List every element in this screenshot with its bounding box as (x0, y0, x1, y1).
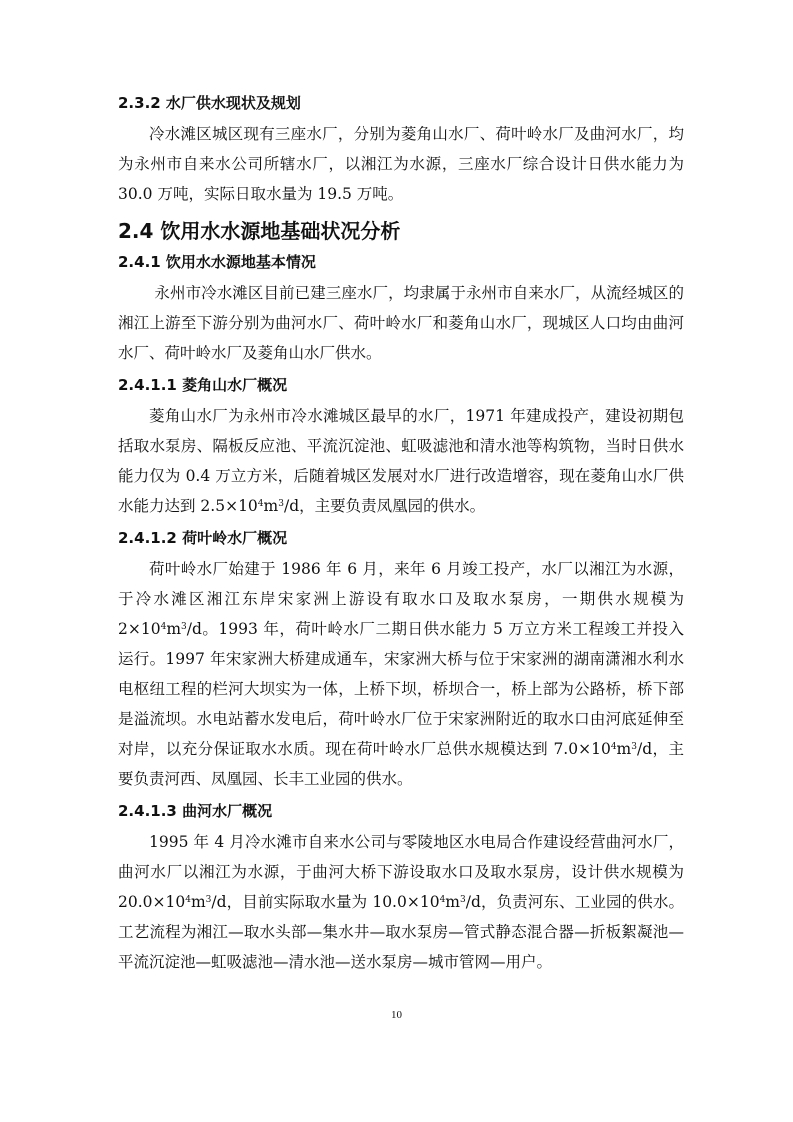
page-number: 10 (391, 1009, 402, 1021)
heading-2-3-2: 2.3.2 水厂供水现状及规划 (118, 94, 301, 112)
paragraph-water-source-basics: 永州市冷水滩区目前已建三座水厂，均隶属于永州市自来水厂，从流经城区的湘江上游至下游分别为曲河水厂、荷叶岭水厂和菱角山水厂，现城区人口均由曲河水厂、荷叶岭水厂及菱角山水厂供水。 (118, 284, 684, 362)
heading-2-4-1-2: 2.4.1.2 荷叶岭水厂概况 (118, 529, 288, 547)
heading-2-4-1: 2.4.1 饮用水水源地基本情况 (118, 253, 316, 271)
page-content (118, 92, 684, 981)
heading-2-4-1-3: 2.4.1.3 曲河水厂概况 (118, 802, 273, 820)
heading-2-4-1-1: 2.4.1.1 菱角山水厂概况 (118, 376, 288, 394)
paragraph-water-plant-status: 冷水滩区城区现有三座水厂，分别为菱角山水厂、荷叶岭水厂及曲河水厂，均为永州市自来水公司所辖水厂，以湘江为水源，三座水厂综合设计日供水能力为 30.0 万吨，实际日取水量为 19.5 万吨。 (118, 125, 684, 203)
paragraph-heyeling-plant: 荷叶岭水厂始建于 1986 年 6 月，来年 6 月竣工投产，水厂以湘江为水源，于冷水滩区湘江东岸宋家洲上游设有取水口及取水泵房，一期供水规模为 $2\times 10^4m^3/d$。1993 年，荷叶岭水厂二期日供水能力 5 万立方米工程竣工并投入运行。1997 年宋家洲大桥建成通车，宋家洲大桥与位于宋家洲的湖南潇湘水利水电枢纽工程的栏河大坝实为一体，上桥下坝，桥坝合一，桥上部为公路桥，桥下部是溢流坝。水电站蓄水发电后，荷叶岭水厂位于宋家洲附近的取水口由河底延伸至对岸，以充分保证取水水质。现在荷叶岭水厂总供水规模达到 $7.0\times 10^4m^3/d$，主要负责河西、凤凰园、长丰工业园的供水。 (118, 560, 684, 788)
heading-2-4: 2.4 饮用水水源地基础状况分析 (118, 219, 401, 243)
paragraph-quhe-plant: 1995 年 4 月冷水滩市自来水公司与零陵地区水电局合作建设经营曲河水厂，曲河水厂以湘江为水源，于曲河大桥下游设取水口及取水泵房，设计供水规模为 $20.0\times 10^4m^3/d$，目前实际取水量为 $10.0\times 10^4m^3/d$，负责河东、工业园的供水。工艺流程为湘江—取水头部—集水井—取水泵房—管式静态混合器—折板絮凝池—平流沉淀池—虹吸滤池—清水池—送水泵房—城市管网—用户。 (118, 833, 684, 971)
paragraph-lingjiaoshan-plant: 菱角山水厂为永州市冷水滩城区最早的水厂，1971 年建成投产，建设初期包括取水泵房、隔板反应池、平流沉淀池、虹吸滤池和清水池等构筑物，当时日供水能力仅为 0.4 万立方米，后随着城区发展对水厂进行改造增容，现在菱角山水厂供水能力达到 $2.5\times 10^4m^3/d$，主要负责凤凰园的供水。 (118, 407, 684, 515)
